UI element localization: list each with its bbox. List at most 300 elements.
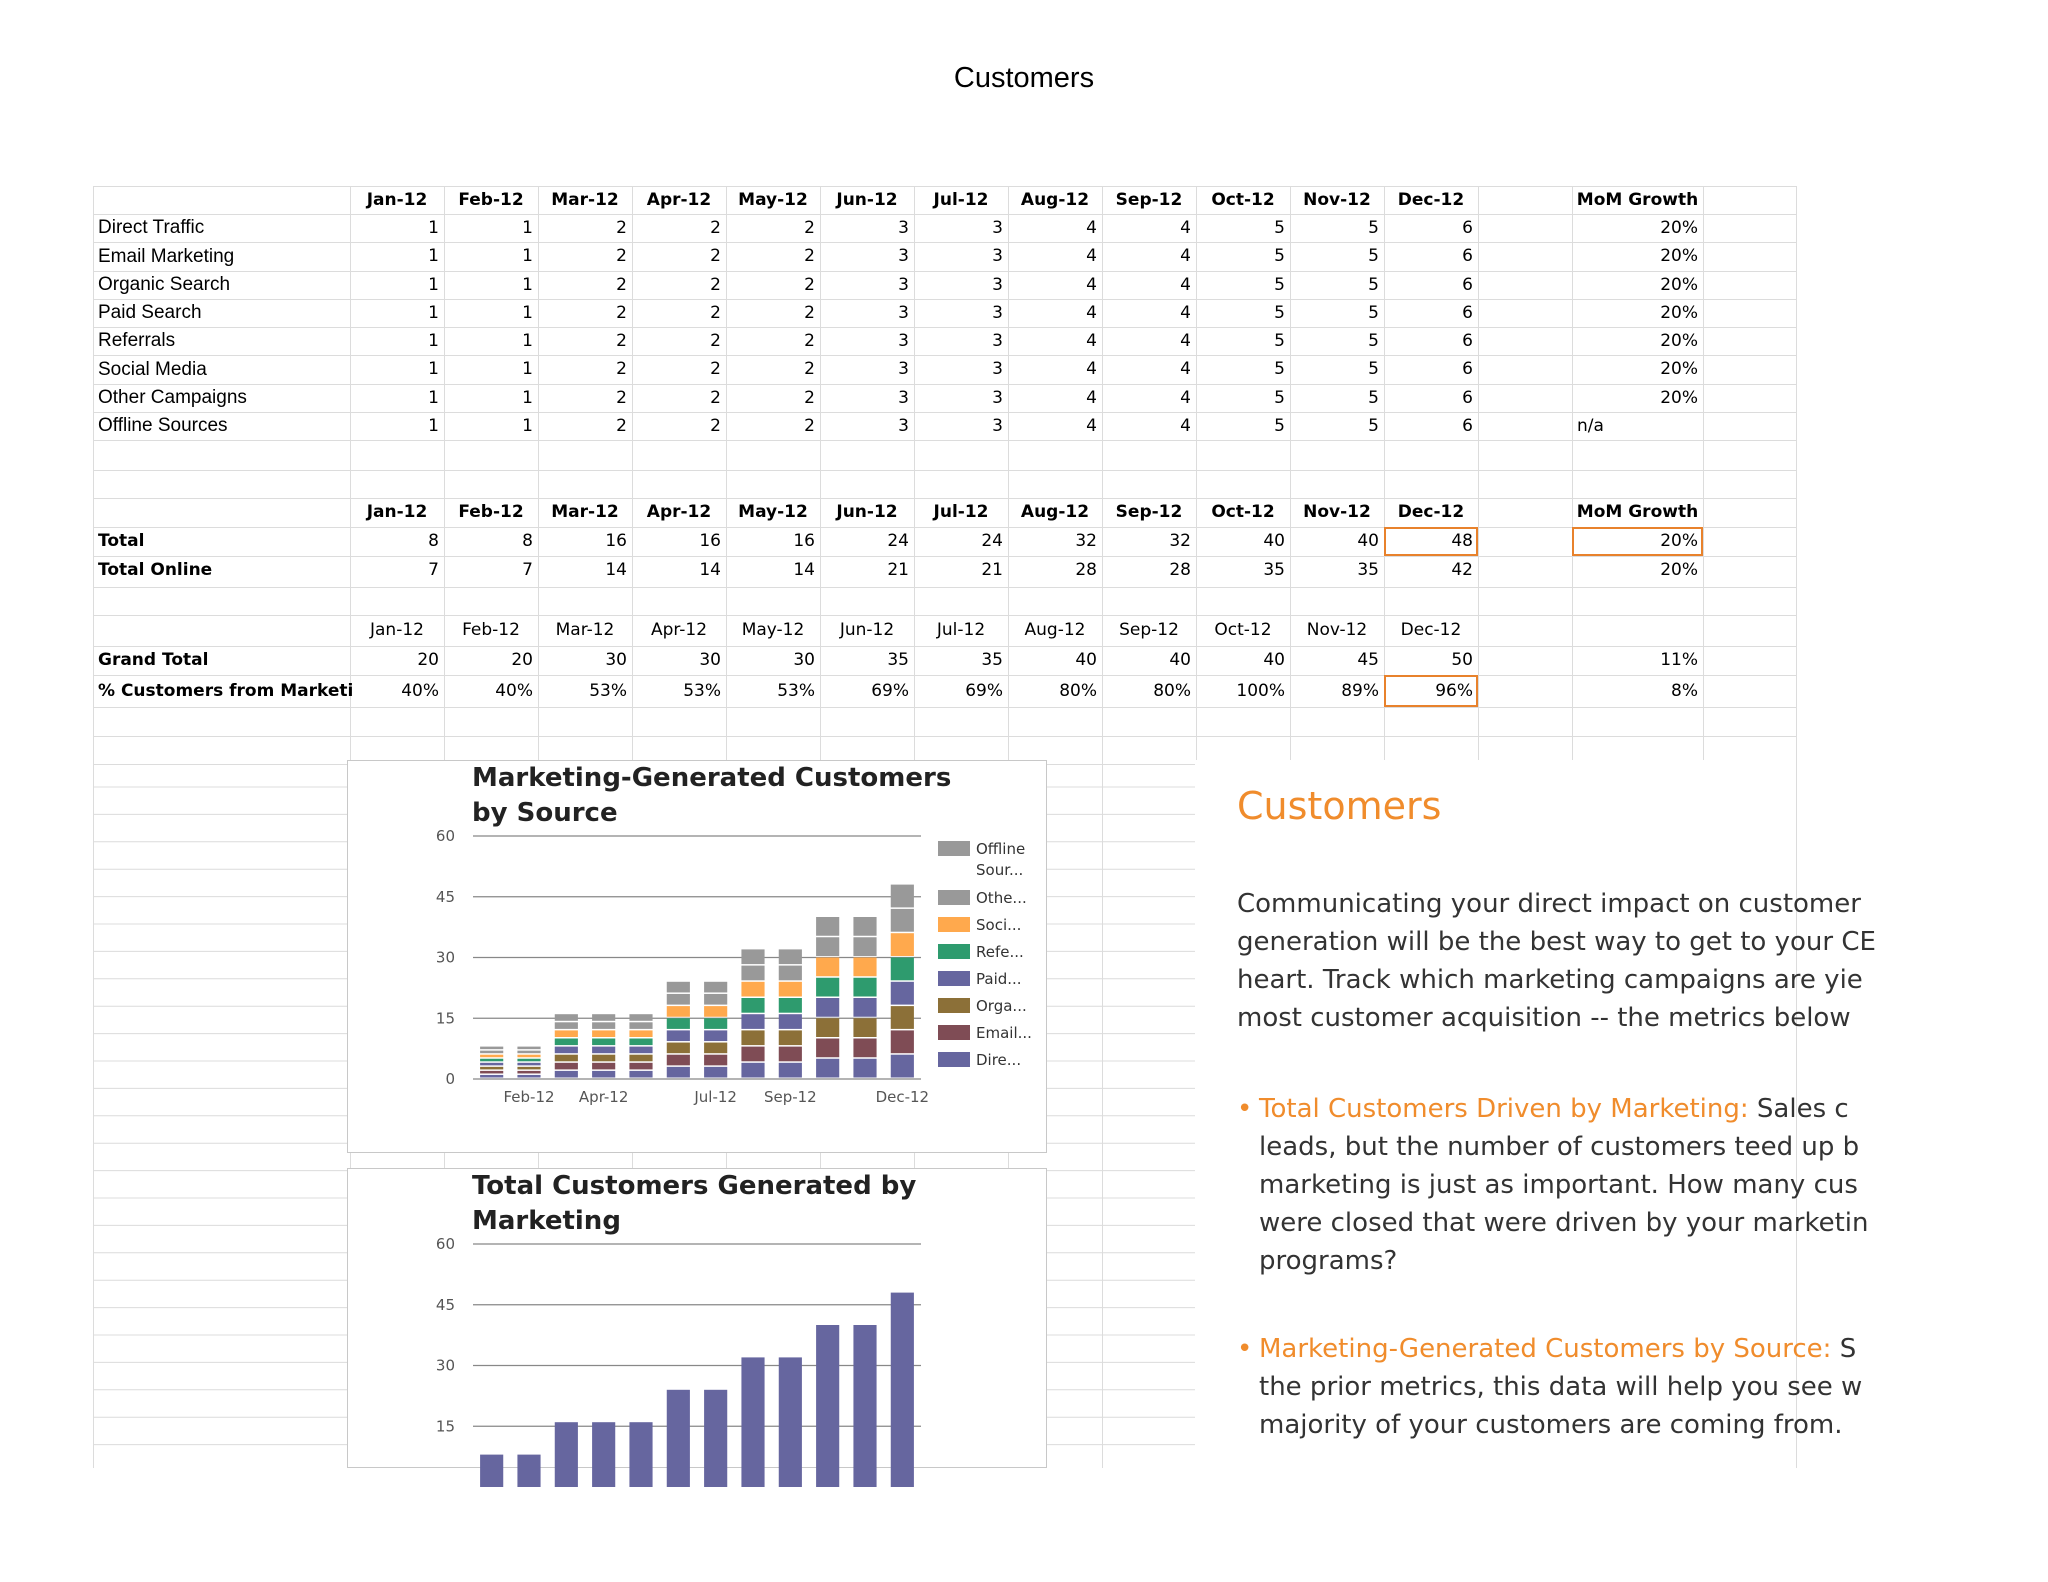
bar-segment bbox=[704, 1030, 727, 1041]
bar-segment bbox=[592, 1014, 615, 1021]
table-cell[interactable]: 4 bbox=[1180, 416, 1191, 436]
table-cell[interactable]: 50 bbox=[1451, 650, 1473, 670]
table-cell[interactable]: 4 bbox=[1086, 275, 1097, 295]
growth-cell[interactable]: 20% bbox=[1660, 331, 1698, 351]
table-cell[interactable]: 1 bbox=[522, 246, 533, 266]
bar-segment bbox=[517, 1063, 540, 1066]
bullet-dot: • bbox=[1237, 1094, 1253, 1124]
table-cell[interactable]: 32 bbox=[1169, 531, 1191, 551]
chart-title-line2: Marketing bbox=[472, 1206, 621, 1236]
table-cell[interactable]: 80% bbox=[1153, 681, 1191, 701]
table-cell[interactable]: 2 bbox=[710, 359, 721, 379]
table-cell[interactable]: 6 bbox=[1462, 388, 1473, 408]
table-cell[interactable]: 80% bbox=[1059, 681, 1097, 701]
table-cell[interactable]: 14 bbox=[605, 560, 627, 580]
column-header[interactable]: May-12 bbox=[738, 502, 808, 522]
column-header[interactable]: Feb-12 bbox=[458, 190, 524, 210]
bar-segment bbox=[555, 1055, 578, 1062]
bar-segment bbox=[555, 1039, 578, 1046]
column-header[interactable]: Apr-12 bbox=[650, 620, 708, 640]
bar-segment bbox=[816, 1059, 839, 1078]
bar-segment bbox=[592, 1047, 615, 1054]
bar-segment bbox=[779, 998, 802, 1013]
table-cell[interactable]: 1 bbox=[428, 246, 439, 266]
table-cell[interactable]: 5 bbox=[1274, 388, 1285, 408]
table-cell[interactable]: 16 bbox=[793, 531, 815, 551]
table-cell[interactable]: 4 bbox=[1180, 388, 1191, 408]
table-cell[interactable]: 6 bbox=[1462, 218, 1473, 238]
table-cell[interactable]: 3 bbox=[898, 388, 909, 408]
table-cell[interactable]: 48 bbox=[1384, 527, 1478, 556]
table-cell[interactable]: 3 bbox=[992, 416, 1003, 436]
table-cell[interactable]: 40 bbox=[1075, 650, 1097, 670]
table-cell[interactable]: 3 bbox=[898, 246, 909, 266]
table-cell[interactable]: 2 bbox=[804, 388, 815, 408]
growth-cell[interactable]: 20% bbox=[1660, 275, 1698, 295]
row-label[interactable]: Social Media bbox=[98, 359, 207, 380]
stacked-bar-chart-panel[interactable] bbox=[347, 760, 1047, 1153]
table-cell[interactable]: 4 bbox=[1180, 303, 1191, 323]
growth-cell[interactable]: 20% bbox=[1660, 246, 1698, 266]
bar-segment bbox=[555, 1014, 578, 1021]
table-cell[interactable]: 14 bbox=[793, 560, 815, 580]
bar-segment bbox=[779, 1030, 802, 1045]
bar bbox=[853, 1325, 876, 1487]
table-cell[interactable]: 8 bbox=[522, 531, 533, 551]
table-cell[interactable]: 30 bbox=[605, 650, 627, 670]
paragraph-line: most customer acquisition -- the metrics below bbox=[1237, 1003, 1851, 1033]
bar-segment bbox=[667, 1055, 690, 1066]
bar-segment bbox=[480, 1063, 503, 1066]
table-cell[interactable]: 53% bbox=[777, 681, 815, 701]
info-heading: Customers bbox=[1237, 784, 1442, 828]
table-cell[interactable]: 2 bbox=[616, 218, 627, 238]
column-header[interactable]: May-12 bbox=[738, 190, 808, 210]
table-cell[interactable]: 4 bbox=[1180, 218, 1191, 238]
row-label[interactable]: Total bbox=[98, 531, 145, 551]
table-cell[interactable]: 1 bbox=[428, 275, 439, 295]
stacked-bar-chart bbox=[348, 761, 1048, 1154]
total-bar-chart-panel[interactable] bbox=[347, 1168, 1047, 1468]
column-header[interactable]: Mar-12 bbox=[551, 502, 619, 522]
bar-segment bbox=[592, 1030, 615, 1037]
table-cell[interactable]: 35 bbox=[981, 650, 1003, 670]
table-cell[interactable]: 30 bbox=[699, 650, 721, 670]
column-header[interactable]: Jun-12 bbox=[839, 620, 895, 640]
chart-title-line1: Total Customers Generated by bbox=[472, 1171, 917, 1201]
table-cell[interactable]: 4 bbox=[1086, 388, 1097, 408]
table-cell[interactable]: 3 bbox=[992, 218, 1003, 238]
bar-segment bbox=[480, 1071, 503, 1074]
table-cell[interactable]: 16 bbox=[605, 531, 627, 551]
table-cell[interactable]: 2 bbox=[804, 331, 815, 351]
legend-label: Soci... bbox=[976, 916, 1022, 934]
table-cell[interactable]: 1 bbox=[428, 218, 439, 238]
column-header[interactable]: Sep-12 bbox=[1115, 190, 1183, 210]
table-cell[interactable]: 4 bbox=[1086, 303, 1097, 323]
table-cell[interactable]: 2 bbox=[804, 416, 815, 436]
growth-cell[interactable]: 20% bbox=[1572, 527, 1703, 556]
table-cell[interactable]: 96% bbox=[1384, 675, 1478, 707]
table-cell[interactable]: 21 bbox=[887, 560, 909, 580]
legend-swatch bbox=[938, 998, 970, 1013]
bar bbox=[517, 1455, 540, 1487]
bar-segment bbox=[891, 909, 914, 932]
y-tick-label: 15 bbox=[435, 1009, 455, 1028]
bar-segment bbox=[629, 1039, 652, 1046]
bar-segment bbox=[667, 1043, 690, 1054]
column-header[interactable]: Jul-12 bbox=[933, 502, 989, 522]
table-cell[interactable]: 2 bbox=[616, 416, 627, 436]
table-cell[interactable]: 3 bbox=[992, 303, 1003, 323]
row-label[interactable]: Organic Search bbox=[98, 274, 231, 295]
table-cell[interactable]: 6 bbox=[1462, 246, 1473, 266]
table-cell[interactable]: 1 bbox=[522, 388, 533, 408]
table-cell[interactable]: 5 bbox=[1274, 218, 1285, 238]
table-cell[interactable]: 100% bbox=[1236, 681, 1285, 701]
table-cell[interactable]: 4 bbox=[1086, 218, 1097, 238]
legend-swatch bbox=[938, 1052, 970, 1067]
paragraph-line: Communicating your direct impact on customer bbox=[1237, 889, 1861, 919]
bar-segment bbox=[891, 1030, 914, 1053]
table-cell[interactable]: 2 bbox=[804, 303, 815, 323]
table-cell[interactable]: 69% bbox=[965, 681, 1003, 701]
column-header[interactable]: Jul-12 bbox=[933, 190, 989, 210]
table-cell[interactable]: 2 bbox=[616, 303, 627, 323]
growth-cell[interactable]: 11% bbox=[1660, 650, 1698, 670]
column-header[interactable]: Oct-12 bbox=[1211, 190, 1275, 210]
table-cell[interactable]: 5 bbox=[1274, 246, 1285, 266]
bullet-text: Sales c bbox=[1748, 1094, 1849, 1124]
table-cell[interactable]: 4 bbox=[1180, 359, 1191, 379]
bullet-text: S bbox=[1831, 1334, 1857, 1364]
info-panel bbox=[1195, 760, 1876, 1468]
legend-label: Othe... bbox=[976, 889, 1027, 907]
column-header[interactable]: Nov-12 bbox=[1306, 620, 1368, 640]
bar bbox=[704, 1390, 727, 1487]
table-cell[interactable]: 1 bbox=[428, 331, 439, 351]
table-cell[interactable]: 24 bbox=[887, 531, 909, 551]
table-cell[interactable]: 6 bbox=[1462, 275, 1473, 295]
row-label[interactable]: Total Online bbox=[98, 560, 213, 580]
table-cell[interactable]: 16 bbox=[699, 531, 721, 551]
table-cell[interactable]: 30 bbox=[793, 650, 815, 670]
bar-segment bbox=[517, 1051, 540, 1054]
table-cell[interactable]: 2 bbox=[710, 275, 721, 295]
table-cell[interactable]: 5 bbox=[1368, 359, 1379, 379]
bar-segment bbox=[853, 917, 876, 936]
row-label[interactable]: Other Campaigns bbox=[98, 387, 247, 408]
column-header[interactable]: Mar-12 bbox=[555, 620, 615, 640]
table-cell[interactable]: 40% bbox=[495, 681, 533, 701]
table-cell[interactable]: 6 bbox=[1462, 331, 1473, 351]
table-cell[interactable]: 40 bbox=[1263, 650, 1285, 670]
column-header[interactable]: Dec-12 bbox=[1397, 190, 1465, 210]
table-cell[interactable]: 2 bbox=[710, 416, 721, 436]
bar-segment bbox=[704, 1055, 727, 1066]
table-cell[interactable]: 53% bbox=[683, 681, 721, 701]
table-cell[interactable]: 5 bbox=[1368, 303, 1379, 323]
y-tick-label: 30 bbox=[435, 1356, 455, 1375]
table-cell[interactable]: 28 bbox=[1075, 560, 1097, 580]
bar-segment bbox=[555, 1071, 578, 1078]
column-header[interactable]: Nov-12 bbox=[1303, 190, 1371, 210]
table-cell[interactable]: 1 bbox=[428, 359, 439, 379]
table-cell[interactable]: 21 bbox=[981, 560, 1003, 580]
table-cell[interactable]: 5 bbox=[1368, 218, 1379, 238]
bullet-highlight: Marketing-Generated Customers by Source: bbox=[1259, 1334, 1832, 1364]
table-cell[interactable]: 35 bbox=[1263, 560, 1285, 580]
bar-segment bbox=[853, 1059, 876, 1078]
column-header[interactable]: Jan-12 bbox=[366, 190, 428, 210]
table-cell[interactable]: 2 bbox=[804, 246, 815, 266]
growth-cell[interactable]: 20% bbox=[1660, 560, 1698, 580]
column-header[interactable]: Sep-12 bbox=[1115, 502, 1183, 522]
table-cell[interactable]: 45 bbox=[1357, 650, 1379, 670]
bar-segment bbox=[704, 1067, 727, 1078]
table-cell[interactable]: 2 bbox=[710, 218, 721, 238]
table-cell[interactable]: 5 bbox=[1368, 246, 1379, 266]
bar-segment bbox=[816, 1018, 839, 1037]
growth-cell[interactable]: n/a bbox=[1577, 416, 1604, 436]
bar bbox=[629, 1422, 652, 1487]
bar-segment bbox=[629, 1047, 652, 1054]
bar-segment bbox=[480, 1067, 503, 1070]
growth-cell[interactable]: 20% bbox=[1660, 388, 1698, 408]
table-cell[interactable]: 2 bbox=[710, 303, 721, 323]
table-cell[interactable]: 3 bbox=[898, 218, 909, 238]
table-cell[interactable]: 5 bbox=[1274, 416, 1285, 436]
table-cell[interactable]: 5 bbox=[1368, 388, 1379, 408]
row-label[interactable]: Grand Total bbox=[98, 650, 209, 670]
bar-segment bbox=[592, 1063, 615, 1070]
x-tick-label: Sep-12 bbox=[763, 1088, 817, 1106]
table-cell[interactable]: 35 bbox=[1357, 560, 1379, 580]
table-cell[interactable]: 3 bbox=[992, 388, 1003, 408]
growth-cell[interactable]: 20% bbox=[1660, 303, 1698, 323]
table-cell[interactable]: 14 bbox=[699, 560, 721, 580]
table-cell[interactable]: 3 bbox=[898, 359, 909, 379]
column-header[interactable]: Mar-12 bbox=[551, 190, 619, 210]
table-cell[interactable]: 2 bbox=[616, 246, 627, 266]
row-label[interactable]: Referrals bbox=[98, 330, 176, 351]
table-cell[interactable]: 5 bbox=[1368, 416, 1379, 436]
table-cell[interactable]: 2 bbox=[616, 331, 627, 351]
column-header[interactable]: Apr-12 bbox=[646, 502, 712, 522]
column-header[interactable]: Aug-12 bbox=[1024, 620, 1086, 640]
column-header[interactable]: Dec-12 bbox=[1397, 502, 1465, 522]
growth-cell[interactable]: 20% bbox=[1660, 359, 1698, 379]
table-cell[interactable]: 2 bbox=[616, 359, 627, 379]
table-cell[interactable]: 4 bbox=[1086, 359, 1097, 379]
table-cell[interactable]: 40 bbox=[1357, 531, 1379, 551]
table-cell[interactable]: 32 bbox=[1075, 531, 1097, 551]
bar-segment bbox=[779, 1047, 802, 1062]
bar-segment bbox=[480, 1075, 503, 1078]
bullet-line: majority of your customers are coming from. bbox=[1259, 1410, 1843, 1440]
table-cell[interactable]: 3 bbox=[898, 303, 909, 323]
table-cell[interactable]: 20 bbox=[417, 650, 439, 670]
table-cell[interactable]: 4 bbox=[1180, 275, 1191, 295]
table-cell[interactable]: 3 bbox=[992, 246, 1003, 266]
column-header[interactable]: Apr-12 bbox=[646, 190, 712, 210]
table-cell[interactable]: 1 bbox=[428, 416, 439, 436]
table-cell[interactable]: 89% bbox=[1341, 681, 1379, 701]
table-cell[interactable]: 2 bbox=[804, 218, 815, 238]
bar-segment bbox=[480, 1059, 503, 1062]
table-cell[interactable]: 24 bbox=[981, 531, 1003, 551]
table-cell[interactable]: 4 bbox=[1180, 331, 1191, 351]
column-header[interactable]: MoM Growth bbox=[1576, 190, 1699, 210]
column-header[interactable]: Jul-12 bbox=[936, 620, 986, 640]
bar bbox=[891, 1293, 914, 1487]
table-cell[interactable]: 1 bbox=[522, 359, 533, 379]
table-cell[interactable]: 5 bbox=[1274, 303, 1285, 323]
bullet-line: the prior metrics, this data will help you see w bbox=[1259, 1372, 1863, 1402]
table-cell[interactable]: 7 bbox=[522, 560, 533, 580]
table-cell[interactable]: 2 bbox=[616, 275, 627, 295]
bar-segment bbox=[517, 1075, 540, 1078]
table-cell[interactable]: 3 bbox=[992, 275, 1003, 295]
bar-segment bbox=[592, 1039, 615, 1046]
table-cell[interactable]: 7 bbox=[428, 560, 439, 580]
column-header[interactable]: Feb-12 bbox=[458, 502, 524, 522]
table-cell[interactable]: 2 bbox=[616, 388, 627, 408]
column-header[interactable]: Nov-12 bbox=[1303, 502, 1371, 522]
bar-segment bbox=[667, 1067, 690, 1078]
table-cell[interactable]: 1 bbox=[522, 218, 533, 238]
table-cell[interactable]: 4 bbox=[1180, 246, 1191, 266]
table-cell[interactable]: 40 bbox=[1263, 531, 1285, 551]
bar bbox=[741, 1357, 764, 1487]
y-tick-label: 45 bbox=[435, 1295, 455, 1314]
bar-segment bbox=[480, 1051, 503, 1054]
table-cell[interactable]: 2 bbox=[804, 359, 815, 379]
bar-segment bbox=[517, 1071, 540, 1074]
row-label[interactable]: Paid Search bbox=[98, 302, 202, 323]
table-cell[interactable]: 4 bbox=[1086, 416, 1097, 436]
bar-segment bbox=[555, 1030, 578, 1037]
column-header[interactable]: Aug-12 bbox=[1020, 502, 1090, 522]
bar-segment bbox=[741, 1014, 764, 1029]
table-cell[interactable]: 3 bbox=[898, 275, 909, 295]
bar-segment bbox=[629, 1030, 652, 1037]
table-cell[interactable]: 28 bbox=[1169, 560, 1191, 580]
column-header[interactable]: Dec-12 bbox=[1400, 620, 1462, 640]
row-label[interactable]: Email Marketing bbox=[98, 246, 235, 267]
table-cell[interactable]: 3 bbox=[992, 331, 1003, 351]
paragraph-line: heart. Track which marketing campaigns are yie bbox=[1237, 965, 1863, 995]
bar-segment bbox=[741, 982, 764, 997]
table-cell[interactable]: 1 bbox=[522, 331, 533, 351]
table-cell[interactable]: 4 bbox=[1086, 331, 1097, 351]
bar-segment bbox=[891, 982, 914, 1005]
column-header[interactable]: Sep-12 bbox=[1119, 620, 1179, 640]
column-header[interactable]: Jun-12 bbox=[836, 502, 898, 522]
table-cell[interactable]: 8 bbox=[428, 531, 439, 551]
growth-cell[interactable]: 20% bbox=[1660, 218, 1698, 238]
bar-segment bbox=[517, 1055, 540, 1058]
bar-segment bbox=[741, 998, 764, 1013]
table-cell[interactable]: 20 bbox=[511, 650, 533, 670]
column-header[interactable]: MoM Growth bbox=[1576, 502, 1699, 522]
row-label[interactable]: Direct Traffic bbox=[98, 217, 205, 238]
bar-segment bbox=[480, 1055, 503, 1058]
column-header[interactable]: May-12 bbox=[741, 620, 805, 640]
row-label[interactable]: % Customers from Marketi bbox=[98, 681, 354, 701]
bullet-line: leads, but the number of customers teed up b bbox=[1259, 1132, 1860, 1162]
table-cell[interactable]: 42 bbox=[1451, 560, 1473, 580]
table-cell[interactable]: 1 bbox=[428, 303, 439, 323]
legend-label: Email... bbox=[976, 1024, 1032, 1042]
x-tick-label: Apr-12 bbox=[578, 1088, 629, 1106]
table-cell[interactable]: 6 bbox=[1462, 416, 1473, 436]
table-cell[interactable]: 5 bbox=[1274, 331, 1285, 351]
legend-label: Offline bbox=[976, 840, 1026, 858]
bullet-line: programs? bbox=[1259, 1246, 1398, 1276]
bar-segment bbox=[816, 978, 839, 997]
table-cell[interactable]: 1 bbox=[428, 388, 439, 408]
table-cell[interactable]: 2 bbox=[804, 275, 815, 295]
table-cell[interactable]: 3 bbox=[898, 416, 909, 436]
column-header[interactable]: Jan-12 bbox=[370, 620, 424, 640]
table-cell[interactable]: 40 bbox=[1169, 650, 1191, 670]
column-header[interactable]: Feb-12 bbox=[462, 620, 520, 640]
column-header[interactable]: Oct-12 bbox=[1211, 502, 1275, 522]
bar-segment bbox=[629, 1022, 652, 1029]
bar-segment bbox=[517, 1059, 540, 1062]
table-cell[interactable]: 5 bbox=[1368, 275, 1379, 295]
bar-segment bbox=[480, 1047, 503, 1050]
bar-segment bbox=[517, 1067, 540, 1070]
table-cell[interactable]: 2 bbox=[710, 388, 721, 408]
bar-segment bbox=[592, 1071, 615, 1078]
table-cell[interactable]: 40% bbox=[401, 681, 439, 701]
table-cell[interactable]: 2 bbox=[710, 246, 721, 266]
table-cell[interactable]: 53% bbox=[589, 681, 627, 701]
table-cell[interactable]: 5 bbox=[1274, 275, 1285, 295]
bar-segment bbox=[629, 1071, 652, 1078]
table-cell[interactable]: 69% bbox=[871, 681, 909, 701]
table-cell[interactable]: 5 bbox=[1274, 359, 1285, 379]
bar-segment bbox=[891, 1006, 914, 1029]
bar-segment bbox=[667, 1030, 690, 1041]
column-header[interactable]: Aug-12 bbox=[1020, 190, 1090, 210]
table-cell[interactable]: 3 bbox=[898, 331, 909, 351]
table-cell[interactable]: 1 bbox=[522, 275, 533, 295]
table-cell[interactable]: 4 bbox=[1086, 246, 1097, 266]
growth-cell[interactable]: 8% bbox=[1671, 681, 1698, 701]
bar-segment bbox=[741, 1063, 764, 1078]
table-cell[interactable]: 6 bbox=[1462, 303, 1473, 323]
column-header[interactable]: Oct-12 bbox=[1214, 620, 1272, 640]
table-cell[interactable]: 2 bbox=[710, 331, 721, 351]
table-cell[interactable]: 35 bbox=[887, 650, 909, 670]
table-cell[interactable]: 1 bbox=[522, 416, 533, 436]
table-cell[interactable]: 6 bbox=[1462, 359, 1473, 379]
legend-swatch bbox=[938, 971, 970, 986]
row-label[interactable]: Offline Sources bbox=[98, 415, 228, 436]
bar-segment bbox=[853, 978, 876, 997]
bar bbox=[555, 1422, 578, 1487]
table-cell[interactable]: 5 bbox=[1368, 331, 1379, 351]
table-cell[interactable]: 1 bbox=[522, 303, 533, 323]
column-header[interactable]: Jun-12 bbox=[836, 190, 898, 210]
legend-swatch bbox=[938, 917, 970, 932]
bar-segment bbox=[517, 1047, 540, 1050]
column-header[interactable]: Jan-12 bbox=[366, 502, 428, 522]
table-cell[interactable]: 3 bbox=[992, 359, 1003, 379]
